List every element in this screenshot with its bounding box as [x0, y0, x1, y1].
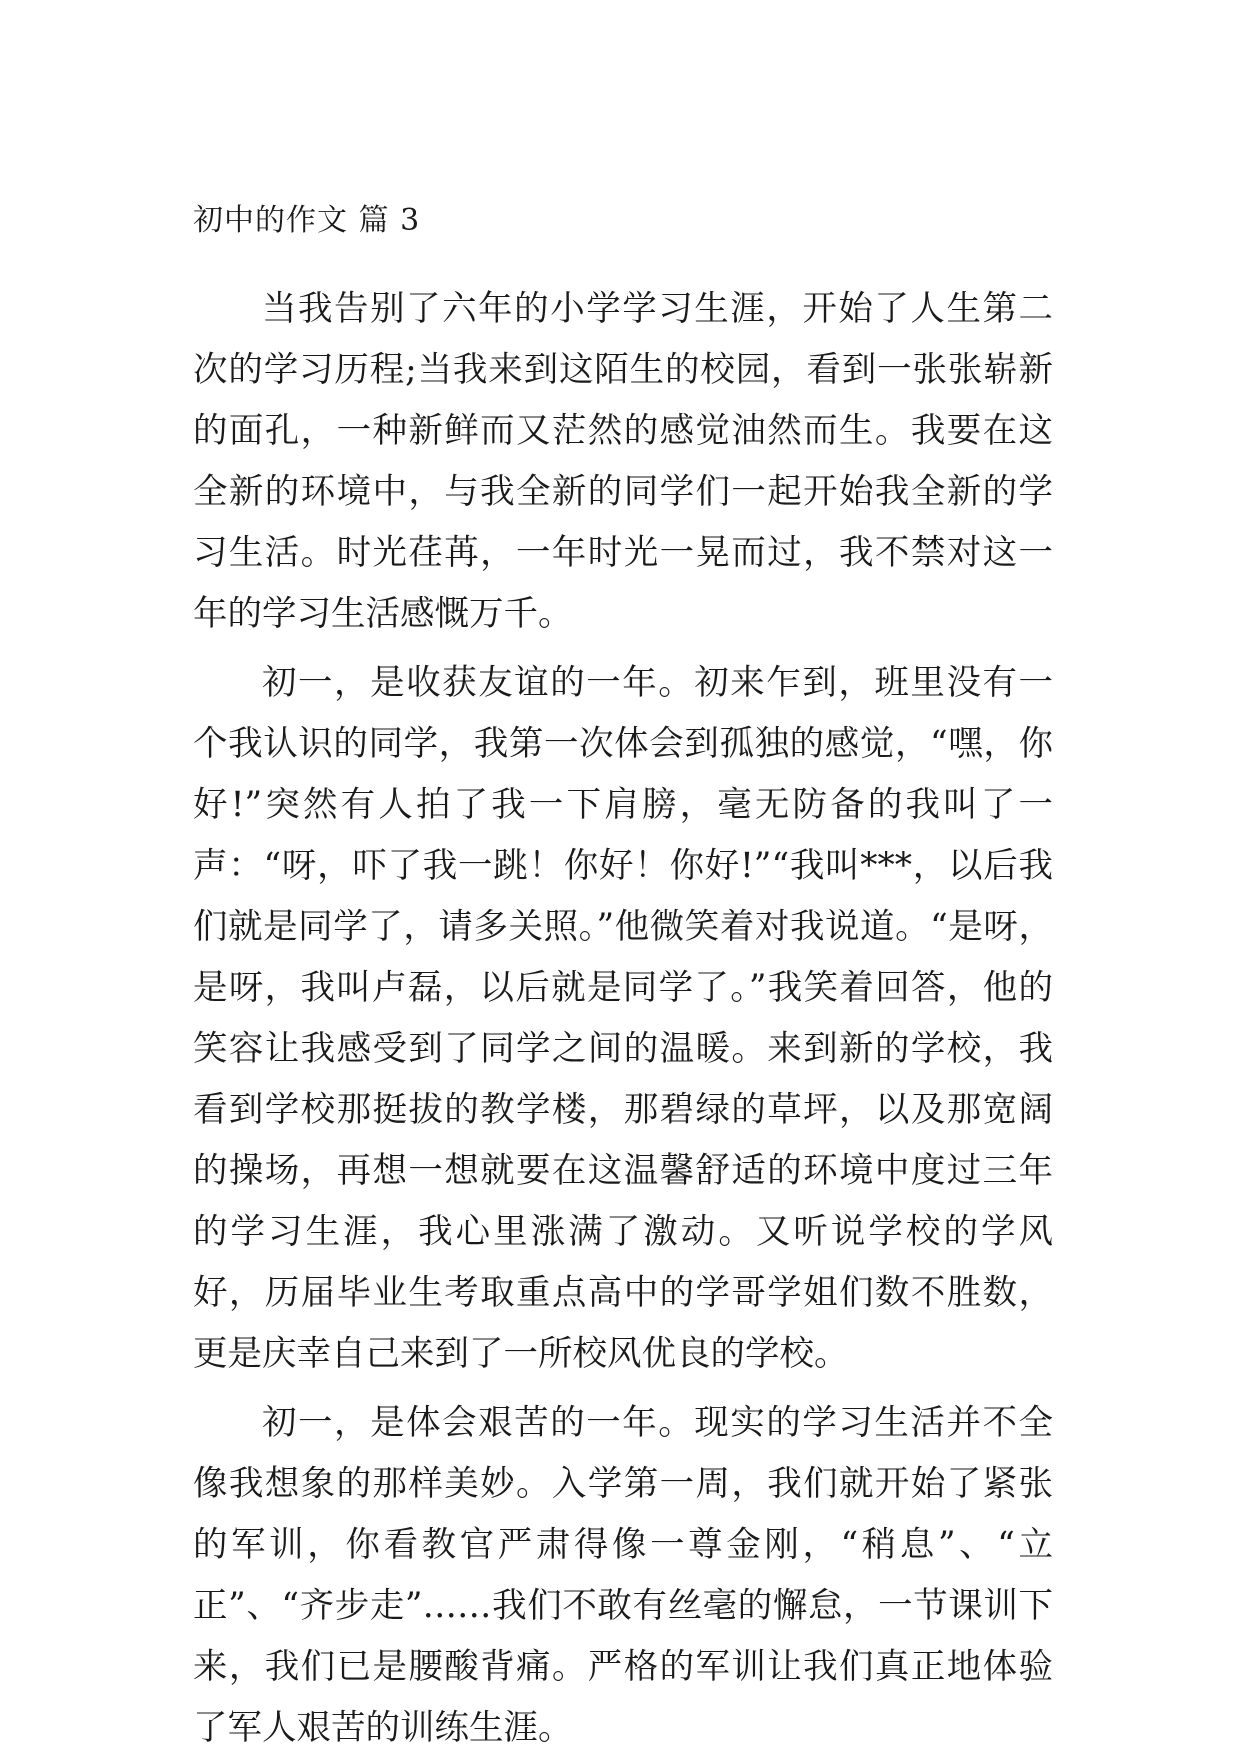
- paragraph-hardship: 初一，是体会艰苦的一年。现实的学习生活并不全像我想象的那样美妙。入学第一周，我们就开始了紧张的军训，你看教官严肃得像一尊金刚，“稍息”、“立正”、“齐步走”……我们不敢有丝毫的懈怠，一节课训下来，我们已是腰酸背痛。严格的军训让我们真正地体验了军人艰苦的训练生涯。: [193, 1403, 1053, 1748]
- paragraph-intro: 当我告别了六年的小学学习生涯，开始了人生第二次的学习历程;当我来到这陌生的校园，看到一张张崭新的面孔，一种新鲜而又茫然的感觉油然而生。我要在这全新的环境中，与我全新的同学们一起开始我全新的学习生活。时光荏苒，一年时光一晃而过，我不禁对这一年的学习生活感慨万千。: [193, 289, 1053, 634]
- document-title: 初中的作文 篇 3: [193, 203, 421, 238]
- paragraph-friendship: 初一，是收获友谊的一年。初来乍到，班里没有一个我认识的同学，我第一次体会到孤独的感觉，“嘿，你好!”突然有人拍了我一下肩膀，毫无防备的我叫了一声：“呀，吓了我一跳！你好！你好!”“我叫***，以后我们就是同学了，请多关照。”他微笑着对我说道。“是呀，是呀，我叫卢磊，以后就是同学了。”我笑着回答，他的笑容让我感受到了同学之间的温暖。来到新的学校，我看到学校那挺拔的教学楼，那碧绿的草坪，以及那宽阔的操场，再想一想就要在这温馨舒适的环境中度过三年的学习生涯，我心里涨满了激动。又听说学校的学风好，历届毕业生考取重点高中的学哥学姐们数不胜数，更是庆幸自己来到了一所校风优良的学校。: [193, 663, 1053, 1374]
- document-page: [193, 203, 1053, 1759]
